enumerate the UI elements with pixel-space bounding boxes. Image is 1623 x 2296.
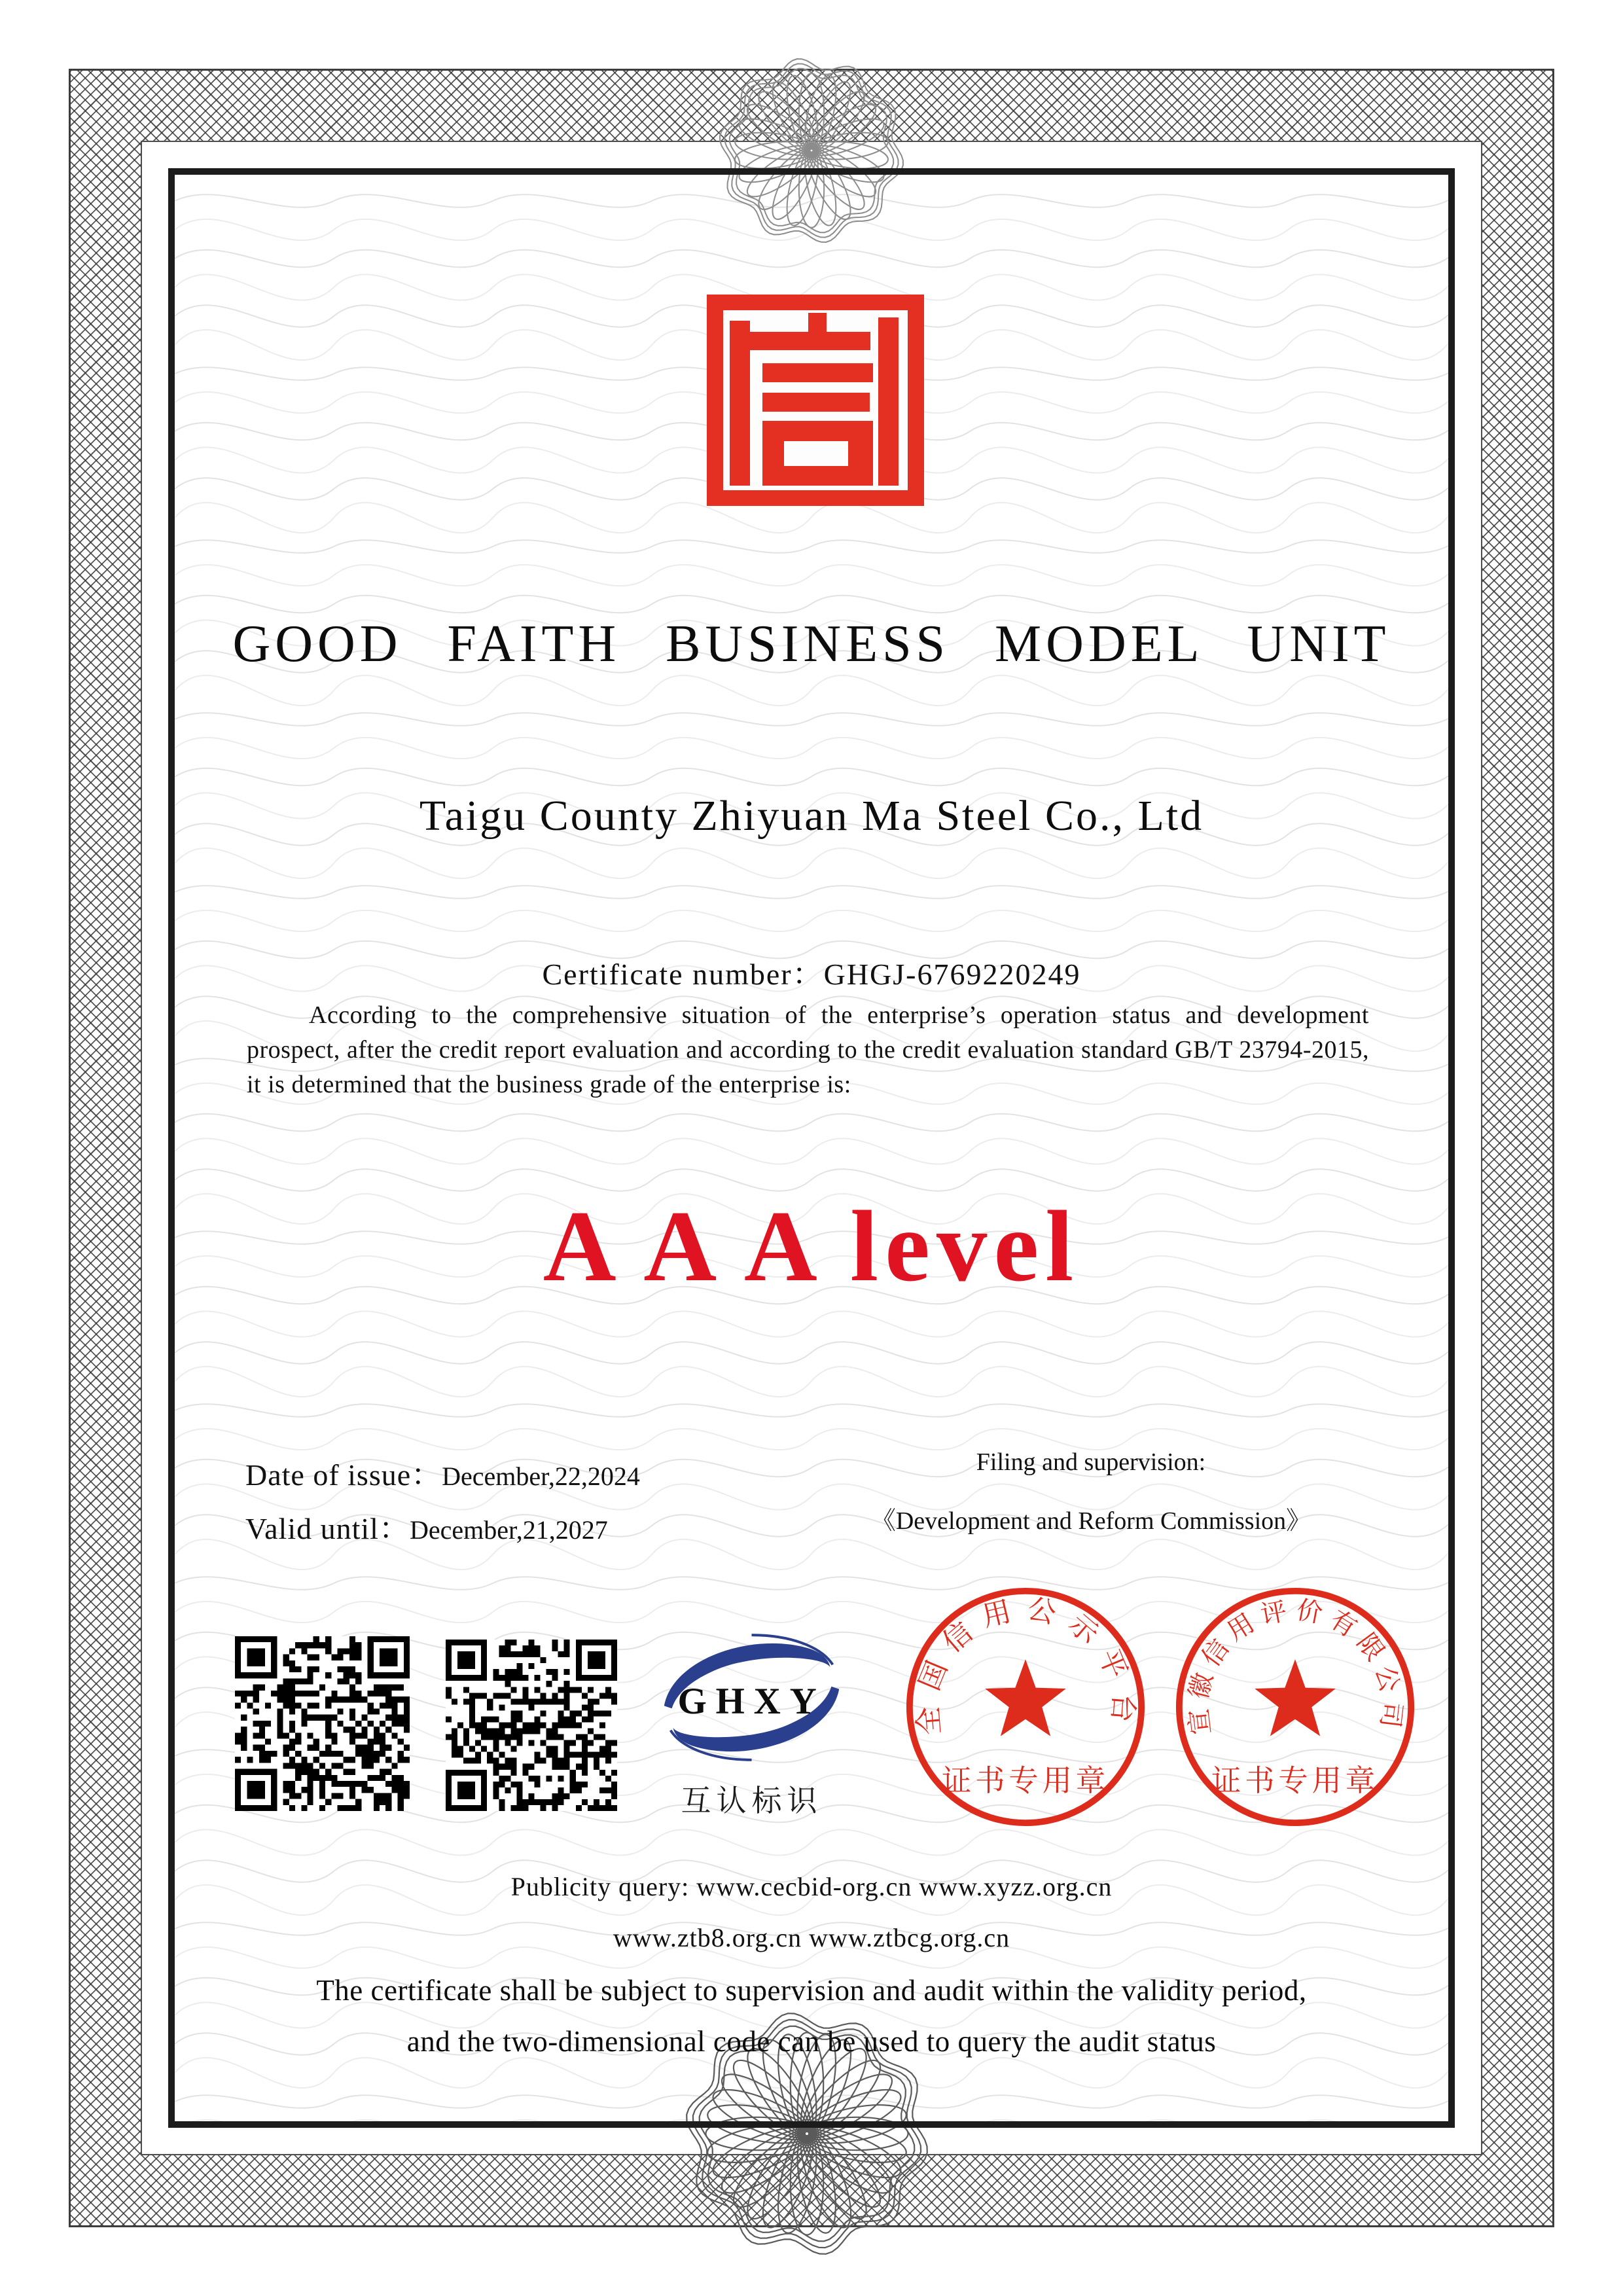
certificate-title: GOOD FAITH BUSINESS MODEL UNIT: [232, 615, 1391, 673]
valid-until-label: Valid until：: [245, 1512, 410, 1545]
red-seal-national-platform: [904, 1586, 1147, 1828]
company-name: Taigu County Zhiyuan Ma Steel Co., Ltd: [419, 792, 1204, 840]
date-of-issue-value: December,22,2024: [442, 1462, 640, 1491]
ghxy-wordmark: GHXY: [677, 1681, 826, 1723]
supervision-notice-line2: and the two-dimensional code can be used to query the audit status: [406, 2025, 1217, 2058]
valid-until-value: December,21,2027: [409, 1515, 608, 1545]
certificate-body-text: According to the comprehensive situation of the enterprise’s operation status and development prospect, after the credit report evaluation and according to the credit evaluation standard GB/T 23794-2015, it is determined that the business grade of the enterprise is:: [247, 1001, 1369, 1098]
filing-supervision-label: Filing and supervision:: [976, 1448, 1206, 1476]
seal1-arc-text: 全国信用公示平台: [912, 1592, 1139, 1736]
date-of-issue-label: Date of issue：: [245, 1458, 442, 1492]
red-seal-logo: [707, 295, 924, 506]
seal1-bottom-text: 证书专用章: [942, 1764, 1109, 1797]
date-of-issue-line: [245, 1451, 640, 1494]
ghxy-caption: 互认标识: [681, 1784, 823, 1818]
certificate-number-value: GHGJ-6769220249: [823, 958, 1081, 991]
supervision-notice-line1: The certificate shall be subject to supervision and audit within the validity period,: [316, 1974, 1307, 2007]
certificate-content: [175, 175, 1448, 2121]
seal-star-icon: [1255, 1659, 1336, 1736]
query-websites-line: www.ztb8.org.cn www.ztbcg.org.cn: [613, 1923, 1010, 1952]
seal-star-icon: [985, 1659, 1066, 1736]
publicity-query-line: Publicity query: www.cecbid-org.cn www.xyzz.org.cn: [510, 1872, 1113, 1901]
filing-supervision-org: 《Development and Reform Commission》: [870, 1507, 1311, 1535]
seal2-bottom-text: 证书专用章: [1211, 1764, 1379, 1797]
credit-grade: A A A level: [543, 1190, 1080, 1302]
red-seal-evaluation-company: [1174, 1586, 1416, 1828]
qr-code-right: [446, 1640, 617, 1811]
valid-until-line: [245, 1505, 608, 1548]
ghxy-logo: [655, 1630, 848, 1765]
certificate-number-label: Certificate number：: [542, 958, 824, 991]
certificate-number-line: [175, 950, 1448, 994]
qr-code-left: [235, 1636, 410, 1811]
seal2-arc-text: 宣徽信用评价有限公司: [1183, 1595, 1407, 1736]
